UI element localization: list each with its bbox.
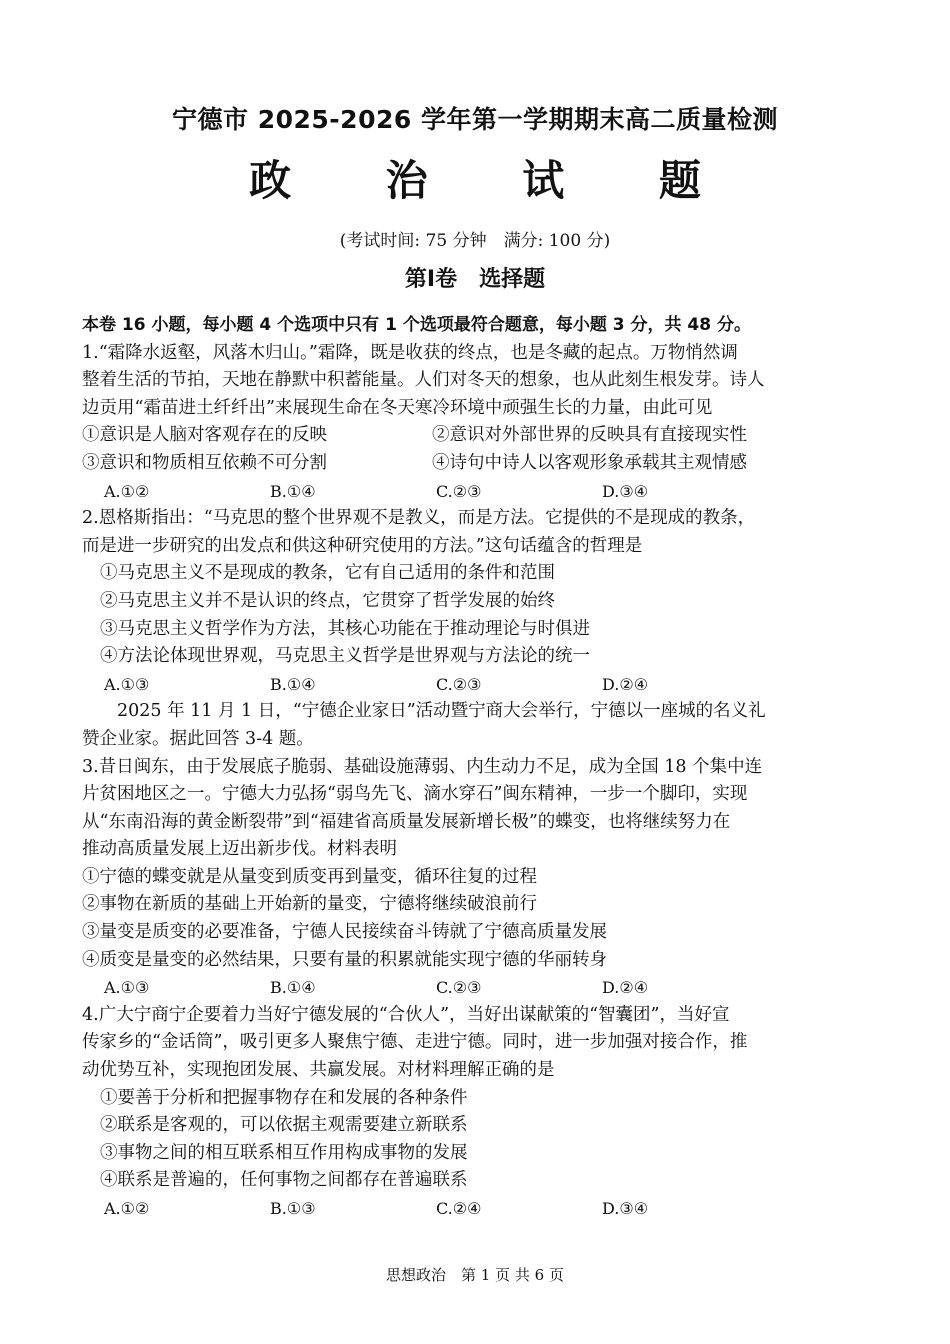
question-text: 整着生活的节拍，天地在静默中积蓄能量。人们对冬天的想象，也从此刻生根发芽。诗人	[82, 370, 765, 391]
choice-c: C.②③	[436, 481, 482, 501]
question-text: 3.昔日闽东，由于发展底子脆弱、基础设施薄弱、内生动力不足，成为全国 18 个集中连	[82, 756, 763, 777]
page-footer: 思想政治 第 1 页 共 6 页	[386, 1266, 564, 1284]
question-text: 1.“霜降水返壑，风落木归山。”霜降，既是收获的终点，也是冬藏的起点。万物悄然调	[82, 342, 738, 363]
statement: ③量变是质变的必要准备，宁德人民接续奋斗铸就了宁德高质量发展	[82, 922, 607, 943]
exam-content	[82, 312, 862, 1223]
exam-title: 宁德市 2025-2026 学年第一学期期末高二质量检测	[172, 105, 778, 134]
question-text: 4.广大宁商宁企要着力当好宁德发展的“合伙人”，当好出谋献策的“智囊团”，当好宣	[82, 1004, 730, 1025]
exam-meta: (考试时间: 75 分钟 满分: 100 分)	[339, 231, 611, 251]
question-1	[82, 340, 862, 506]
choice-a: A.①②	[104, 1199, 150, 1218]
choice-d: D.③④	[602, 481, 649, 501]
statement: ①马克思主义不是现成的教条，它有自己适用的条件和范围	[100, 563, 555, 584]
question-text: 传家乡的“金话筒”，吸引更多人聚焦宁德、走进宁德。同时，进一步加强对接合作，推	[82, 1032, 748, 1053]
statement: ②马克思主义并不是认识的终点，它贯穿了哲学发展的始终	[100, 590, 555, 611]
option-row	[82, 422, 862, 450]
shared-material	[82, 698, 862, 753]
statement: ③事物之间的相互联系相互作用构成事物的发展	[100, 1142, 468, 1163]
question-text: 推动高质量发展上迈出新步伐。材料表明	[82, 839, 397, 860]
question-2	[82, 505, 862, 698]
statement: ①意识是人脑对客观存在的反映	[82, 425, 327, 446]
statement: ④质变是量变的必然结果，只要有量的积累就能实现宁德的华丽转身	[82, 949, 607, 970]
choice-b: B.①③	[270, 1199, 316, 1218]
question-text: 动优势互补，实现抱团发展、共赢发展。对材料理解正确的是	[82, 1060, 555, 1081]
choice-d: D.③④	[602, 1199, 649, 1218]
answer-choices	[82, 974, 862, 1002]
choice-d: D.②④	[602, 978, 649, 998]
answer-choices	[82, 478, 862, 506]
statement: ①要善于分析和把握事物存在和发展的各种条件	[100, 1087, 468, 1108]
choice-d: D.②④	[602, 674, 649, 694]
statement: ④联系是普遍的，任何事物之间都存在普遍联系	[100, 1170, 468, 1191]
choice-b: B.①④	[270, 978, 316, 998]
question-text: 片贫困地区之一。宁德大力弘扬“弱鸟先飞、滴水穿石”闽东精神，一步一个脚印，实现	[82, 784, 748, 805]
statement: ②联系是客观的，可以依据主观需要建立新联系	[100, 1115, 468, 1136]
question-3	[82, 754, 862, 1002]
statement: ④诗句中诗人以客观形象承载其主观情感	[432, 452, 747, 473]
part-title: 第Ⅰ卷 选择题	[404, 267, 546, 292]
question-text: 边贡用“霜苗进土纤纤出”来展现生命在冬天寒冷环境中顽强生长的力量，由此可见	[82, 397, 713, 418]
choice-c: C.②④	[436, 1199, 482, 1218]
instructions: 本卷 16 小题，每小题 4 个选项中只有 1 个选项最符合题意，每小题 3 分，共 48 分。	[82, 315, 751, 335]
choice-b: B.①④	[270, 674, 316, 694]
statement: ①宁德的蝶变就是从量变到质变再到量变，循环往复的过程	[82, 866, 537, 887]
statement: ③马克思主义哲学作为方法，其核心功能在于推动理论与时俱进	[100, 618, 590, 639]
choice-a: A.①③	[104, 674, 150, 694]
question-4	[82, 1002, 862, 1223]
statement: ③意识和物质相互依赖不可分割	[82, 452, 327, 473]
question-text: 2.恩格斯指出：“马克思的整个世界观不是教义，而是方法。它提供的不是现成的教条，	[82, 508, 756, 529]
choice-c: C.②③	[436, 978, 482, 998]
statement: ②意识对外部世界的反映具有直接现实性	[432, 425, 747, 446]
choice-b: B.①④	[270, 481, 316, 501]
choice-c: C.②③	[436, 674, 482, 694]
material-text: 2025 年 11 月 1 日，“宁德企业家日”活动暨宁商大会举行，宁德以一座城的名义礼	[117, 701, 766, 722]
material-text: 赞企业家。据此回答 3-4 题。	[82, 728, 314, 749]
option-row	[82, 450, 862, 478]
subject-title: 政 治 试 题	[249, 156, 741, 205]
statement: ④方法论体现世界观，马克思主义哲学是世界观与方法论的统一	[100, 646, 590, 667]
answer-choices	[82, 1195, 862, 1223]
choice-a: A.①②	[104, 481, 150, 501]
question-text: 从“东南沿海的黄金断裂带”到“福建省高质量发展新增长极”的蝶变，也将继续努力在	[82, 811, 731, 832]
question-text: 而是进一步研究的出发点和供这种研究使用的方法。”这句话蕴含的哲理是	[82, 535, 643, 556]
answer-choices	[82, 671, 862, 699]
statement: ②事物在新质的基础上开始新的量变，宁德将继续破浪前行	[82, 894, 537, 915]
choice-a: A.①③	[104, 978, 150, 998]
